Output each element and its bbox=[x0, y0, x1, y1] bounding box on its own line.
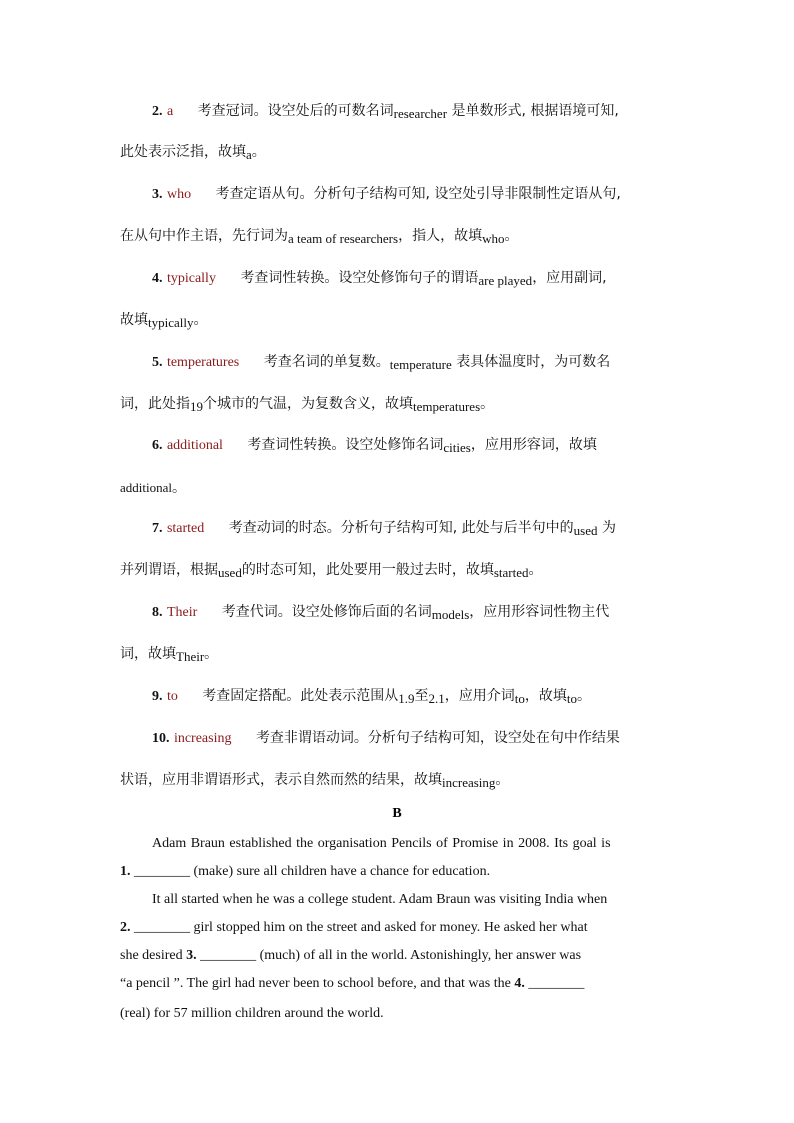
explanation-text: 的时态可知，此处要用一般过去时，故填 bbox=[241, 562, 494, 578]
term: to bbox=[566, 691, 578, 706]
explanation-text: 词，此处指 bbox=[120, 396, 190, 412]
explanation-text: 故填 bbox=[120, 312, 148, 328]
term: used bbox=[573, 523, 598, 538]
explanation-text: 此处表示泛指，故填 bbox=[120, 144, 246, 160]
explanation-7-line1 bbox=[152, 518, 676, 541]
term: cities bbox=[443, 440, 471, 455]
explanation-text: 考查词性转换。设空处修饰句子的谓语 bbox=[240, 270, 479, 286]
answer-text: increasing bbox=[173, 731, 232, 746]
passage-text: “a pencil ”. The girl had never been to school before, and that was the bbox=[120, 976, 515, 991]
term: Their bbox=[176, 649, 205, 664]
answer-text: additional bbox=[166, 438, 223, 453]
explanation-text: 。 bbox=[577, 688, 592, 704]
passage-line-7: (real) for 57 million children around the world. bbox=[120, 1006, 384, 1021]
explanation-text: ，指人，故填 bbox=[398, 228, 483, 244]
explanation-text: 考查非谓语动词。分析句子结构可知，设空处在句中作结果 bbox=[255, 730, 620, 746]
blank-number: 1. bbox=[120, 864, 131, 879]
explanation-text: 考查冠词。设空处后的可数名词 bbox=[197, 103, 394, 119]
term: typically bbox=[148, 315, 194, 330]
passage-line-5 bbox=[120, 946, 676, 966]
explanation-text: 考查词性转换。设空处修饰名词 bbox=[247, 437, 444, 453]
explanation-4-line2 bbox=[120, 310, 676, 333]
explanation-text: 。 bbox=[504, 228, 519, 244]
passage-line-2 bbox=[120, 862, 676, 882]
answer-text: Their bbox=[166, 605, 198, 620]
answer-text: typically bbox=[166, 271, 216, 286]
term: are played bbox=[478, 273, 533, 288]
section-heading: B bbox=[392, 806, 402, 821]
explanation-text: ，应用副词, bbox=[532, 270, 607, 286]
term: models bbox=[431, 607, 470, 622]
item-number: 6. bbox=[152, 438, 163, 453]
explanation-text: 在从句中作主语，先行词为 bbox=[120, 228, 288, 244]
explanation-10-line2 bbox=[120, 770, 676, 793]
blank-number: 2. bbox=[120, 920, 131, 935]
term: additional bbox=[120, 480, 172, 495]
explanation-10-line1 bbox=[152, 728, 676, 749]
term: used bbox=[218, 565, 242, 580]
blank-number: 4. bbox=[514, 976, 525, 991]
passage-line-4 bbox=[120, 918, 676, 938]
answer-text: to bbox=[166, 689, 178, 704]
explanation-6-line2 bbox=[120, 478, 676, 498]
term: a bbox=[246, 147, 252, 162]
item-number: 10. bbox=[152, 731, 170, 746]
passage-text: she desired bbox=[120, 948, 187, 963]
explanation-text: 是单数形式, 根据语境可知, bbox=[451, 103, 619, 119]
term: to bbox=[514, 691, 525, 706]
explanation-text: ，应用形容词，故填 bbox=[470, 437, 597, 453]
passage-text: ________ (much) of all in the world. Astonishingly, her answer was bbox=[196, 948, 582, 963]
explanation-text: 。 bbox=[193, 312, 208, 328]
explanation-text: 至 bbox=[414, 688, 429, 704]
explanation-text: 状语，应用非谓语形式，表示自然而然的结果，故填 bbox=[120, 772, 442, 788]
passage-text: ________ bbox=[524, 976, 585, 991]
explanation-text: 考查固定搭配。此处表示范围从 bbox=[202, 688, 399, 704]
term: temperature bbox=[389, 357, 452, 372]
answer-text: temperatures bbox=[166, 355, 240, 370]
term: a team of researchers bbox=[288, 231, 399, 246]
explanation-5-line1 bbox=[152, 352, 676, 375]
item-number: 2. bbox=[152, 104, 163, 119]
explanation-text: ，故填 bbox=[524, 688, 567, 704]
passage-text: ________ (make) sure all children have a chance for education. bbox=[130, 864, 491, 879]
term: who bbox=[482, 231, 505, 246]
item-number: 8. bbox=[152, 605, 163, 620]
explanation-text: 。 bbox=[528, 562, 543, 578]
item-number: 3. bbox=[152, 187, 163, 202]
explanation-text: 考查名词的单复数。 bbox=[263, 354, 390, 370]
item-number: 9. bbox=[152, 689, 163, 704]
passage-line-1: Adam Braun established the organisation Pencils of Promise in 2008. Its goal is bbox=[152, 836, 611, 851]
explanation-9-line1 bbox=[152, 686, 676, 709]
explanation-3-line2 bbox=[120, 226, 676, 249]
passage-line-6 bbox=[120, 974, 676, 994]
item-number: 5. bbox=[152, 355, 163, 370]
explanation-text: 考查代词。设空处修饰后面的名词 bbox=[221, 604, 432, 620]
answer-text: who bbox=[166, 187, 192, 202]
explanation-5-line2 bbox=[120, 394, 676, 417]
explanation-text: 。 bbox=[251, 144, 266, 160]
passage-line-3: It all started when he was a college student. Adam Braun was visiting India when bbox=[152, 892, 608, 907]
explanation-text: 。 bbox=[480, 396, 495, 412]
explanation-6-line1 bbox=[152, 435, 676, 458]
term: temperatures bbox=[413, 399, 481, 414]
explanation-7-line2 bbox=[120, 560, 676, 583]
item-number: 7. bbox=[152, 521, 163, 536]
term: started bbox=[493, 565, 529, 580]
explanation-2-line1 bbox=[152, 101, 676, 124]
term: 1.9 bbox=[398, 691, 415, 706]
explanation-text: 。 bbox=[172, 480, 186, 496]
explanation-text: 。 bbox=[495, 772, 510, 788]
explanation-text: 个城市的气温，为复数含义，故填 bbox=[203, 396, 413, 412]
explanation-text: 为 bbox=[601, 520, 616, 536]
item-number: 4. bbox=[152, 271, 163, 286]
term: researcher bbox=[393, 106, 448, 121]
explanation-3-line1 bbox=[152, 184, 676, 205]
term: increasing bbox=[442, 775, 496, 790]
explanation-8-line2 bbox=[120, 644, 676, 667]
explanation-text: ，应用形容词性物主代 bbox=[469, 604, 610, 620]
answer-text: a bbox=[166, 104, 174, 119]
explanation-text: 并列谓语，根据 bbox=[120, 562, 218, 578]
explanation-text: 词，故填 bbox=[120, 646, 176, 662]
explanation-4-line1 bbox=[152, 268, 676, 291]
explanation-8-line1 bbox=[152, 602, 676, 625]
blank-number: 3. bbox=[186, 948, 197, 963]
explanation-2-line2 bbox=[120, 142, 676, 165]
explanation-text: 。 bbox=[204, 646, 219, 662]
answer-text: started bbox=[166, 521, 205, 536]
explanation-text: 表具体温度时，为可数名 bbox=[456, 354, 611, 370]
passage-text: ________ girl stopped him on the street and asked for money. He asked her what bbox=[130, 920, 588, 935]
explanation-text: 考查定语从句。分析句子结构可知, 设空处引导非限制性定语从句, bbox=[215, 186, 621, 202]
explanation-text: 考查动词的时态。分析句子结构可知, 此处与后半句中的 bbox=[228, 520, 574, 536]
term: 19 bbox=[190, 399, 203, 414]
explanation-text: ，应用介词 bbox=[444, 688, 515, 704]
term: 2.1 bbox=[428, 691, 445, 706]
